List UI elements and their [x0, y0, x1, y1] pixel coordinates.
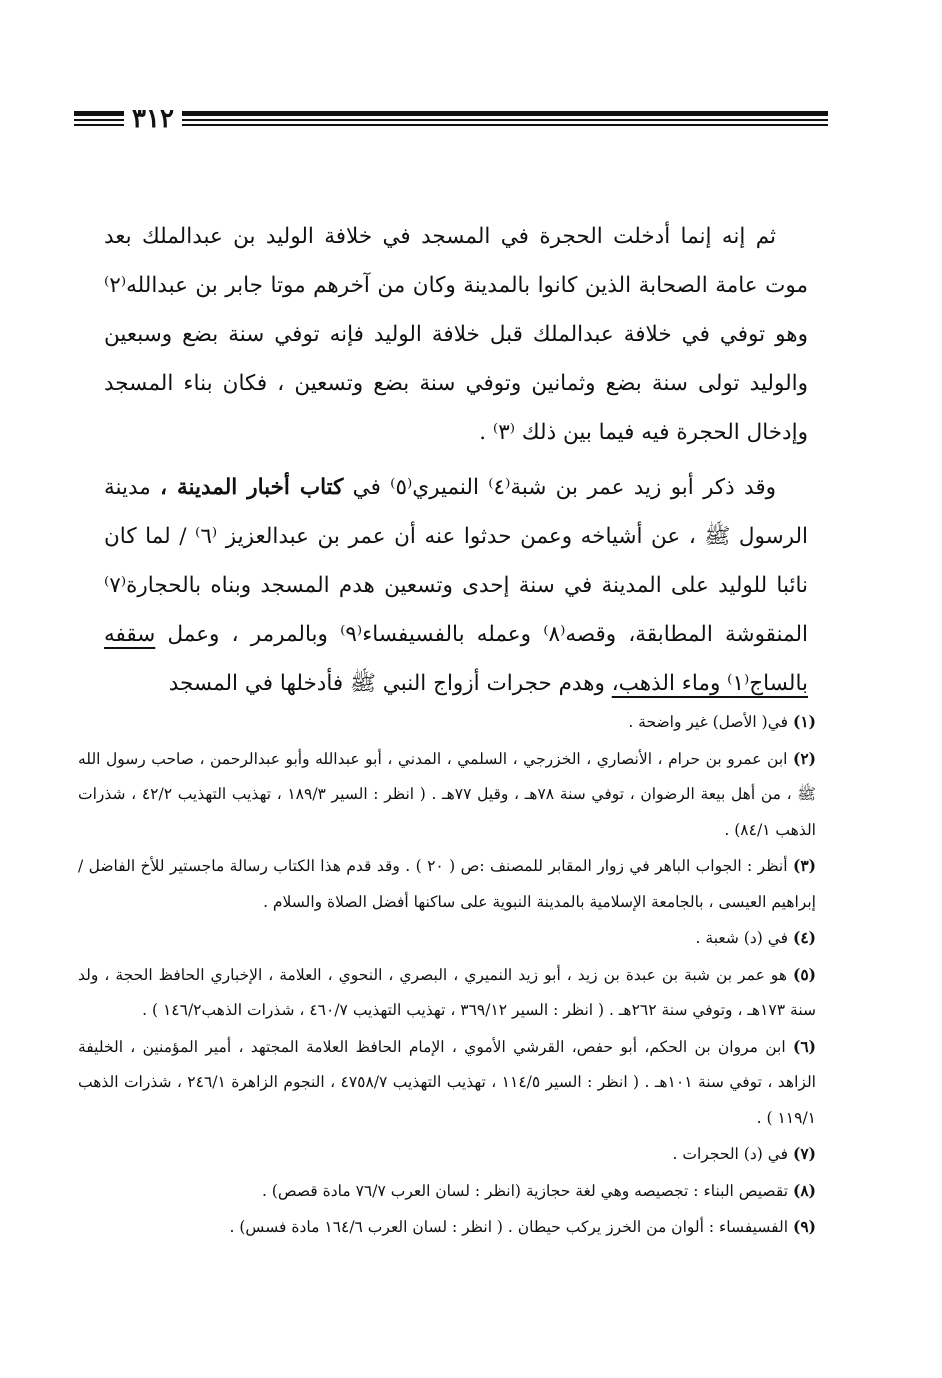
paragraph-2-rest: مدينة الرسول ﷺ ، عن أشياخه وعمن حدثوا عنه أن عمر بن عبدالعزيز ⁽٦⁾ / لما كان نائبا للوليد على المدينة في سنة إحدى وتسعين هدم المسجد وبناه بالحجارة⁽٧⁾ المنقوشة المطابقة، وقصه⁽٨⁾ وعمله بالفسيفساء⁽٩⁾ وبالمرمر ، وعمل [104, 475, 808, 647]
main-text [104, 212, 808, 714]
footnote-5: (٥) هو عمر بن شبة بن عبدة بن زيد ، أبو زيد النميري ، البصري ، النحوي ، العلامة ، الإخباري الحافظ الحجة ، ولد سنة ١٧٣هـ ، وتوفي سنة ٢٦٢هـ . ( انظر : السير ٣٦٩/١٢ ، تهذيب التهذيب ٤٦٠/٧ ، شذرات الذهب١٤٦/٢ ) . [78, 964, 816, 1019]
footnote-3: (٣) أنظر : الجواب الباهر في زوار المقابر للمصنف :ص ( ٢٠ ) . وقد قدم هذا الكتاب رسالة ماجستير للأخ الفاضل / إبراهيم العيسى ، بالجامعة الإسلامية بالمدينة النبوية على ساكنها أفضل الصلاة والسلام . [78, 856, 816, 911]
footnote-6: (٦) ابن مروان بن الحكم، أبو حفص، القرشي الأموي ، الإمام الحافظ العلامة المجتهد ، أمير المؤمنين ، الخليفة الزاهد ، توفي سنة ١٠١هـ . ( انظر : السير ١١٤/٥ ، تهذيب التهذيب ٤٧٥٨/٧ ، النجوم الزاهرة ٢٤٦/١ ، شذرات الذهب ١١٩/١ ) . [78, 1036, 816, 1127]
paragraph-2-lead: وقد ذكر أبو زيد عمر بن شبة⁽٤⁾ النميري⁽٥⁾ في [352, 475, 776, 500]
page-header [74, 104, 828, 134]
book-title: كتاب أخبار المدينة ، [160, 475, 344, 500]
header-rule-left [74, 111, 124, 129]
page-number: ٣١٢ [132, 104, 174, 134]
footnote-1: (١) في( الأصل) غير واضحة . [628, 712, 816, 731]
footnote-2: (٢) ابن عمرو بن حرام ، الأنصاري ، الخزرجي ، السلمي ، المدني ، أبو عبدالله وأبو عبدالرحمن ، صاحب رسول الله ﷺ ، من أهل بيعة الرضوان ، توفي سنة ٧٨هـ ، وقيل ٧٧هـ . ( انظر : السير ١٨٩/٣ ، تهذيب التهذيب ٤٢/٢ ، شذرات الذهب ٨٤/١) . [78, 748, 816, 839]
paragraph-1: ثم إنه إنما أدخلت الحجرة في المسجد في خلافة الوليد بن عبدالملك بعد موت عامة الصحابة الذين كانوا بالمدينة وكان من آخرهم موتا جابر بن عبدالله⁽٢⁾ وهو توفي في خلافة عبدالملك قبل خلافة الوليد فإنه توفي سنة بضع وسبعين والوليد تولى سنة بضع وثمانين وتوفي سنة بضع وتسعين ، فكان بناء المسجد وإدخال الحجرة فيه فيما بين ذلك ⁽٣⁾ . [104, 224, 808, 445]
footnote-4: (٤) في (د) شعبة . [695, 928, 816, 947]
footnote-9: (٩) الفسيفساء : ألوان من الخرز يركب حيطان . ( انظر : لسان العرب ١٦٤/٦ مادة فسس) . [229, 1217, 816, 1236]
footnote-7: (٧) في (د) الحجرات . [672, 1144, 816, 1163]
header-rule-right [182, 111, 828, 129]
footnote-8: (٨) تقصيص البناء : تجصيصه وهي لغة حجازية (انظر : لسان العرب ٧٦/٧ مادة قصص) . [261, 1180, 816, 1200]
footnotes [78, 704, 816, 1246]
paragraph-2 [104, 463, 808, 708]
underlined-phrase: سقفه بالساج⁽١⁾ وماء الذهب، [104, 622, 808, 696]
paragraph-2-end: وهدم حجرات أزواج النبي ﷺ فأدخلها في المسجد [168, 671, 605, 696]
